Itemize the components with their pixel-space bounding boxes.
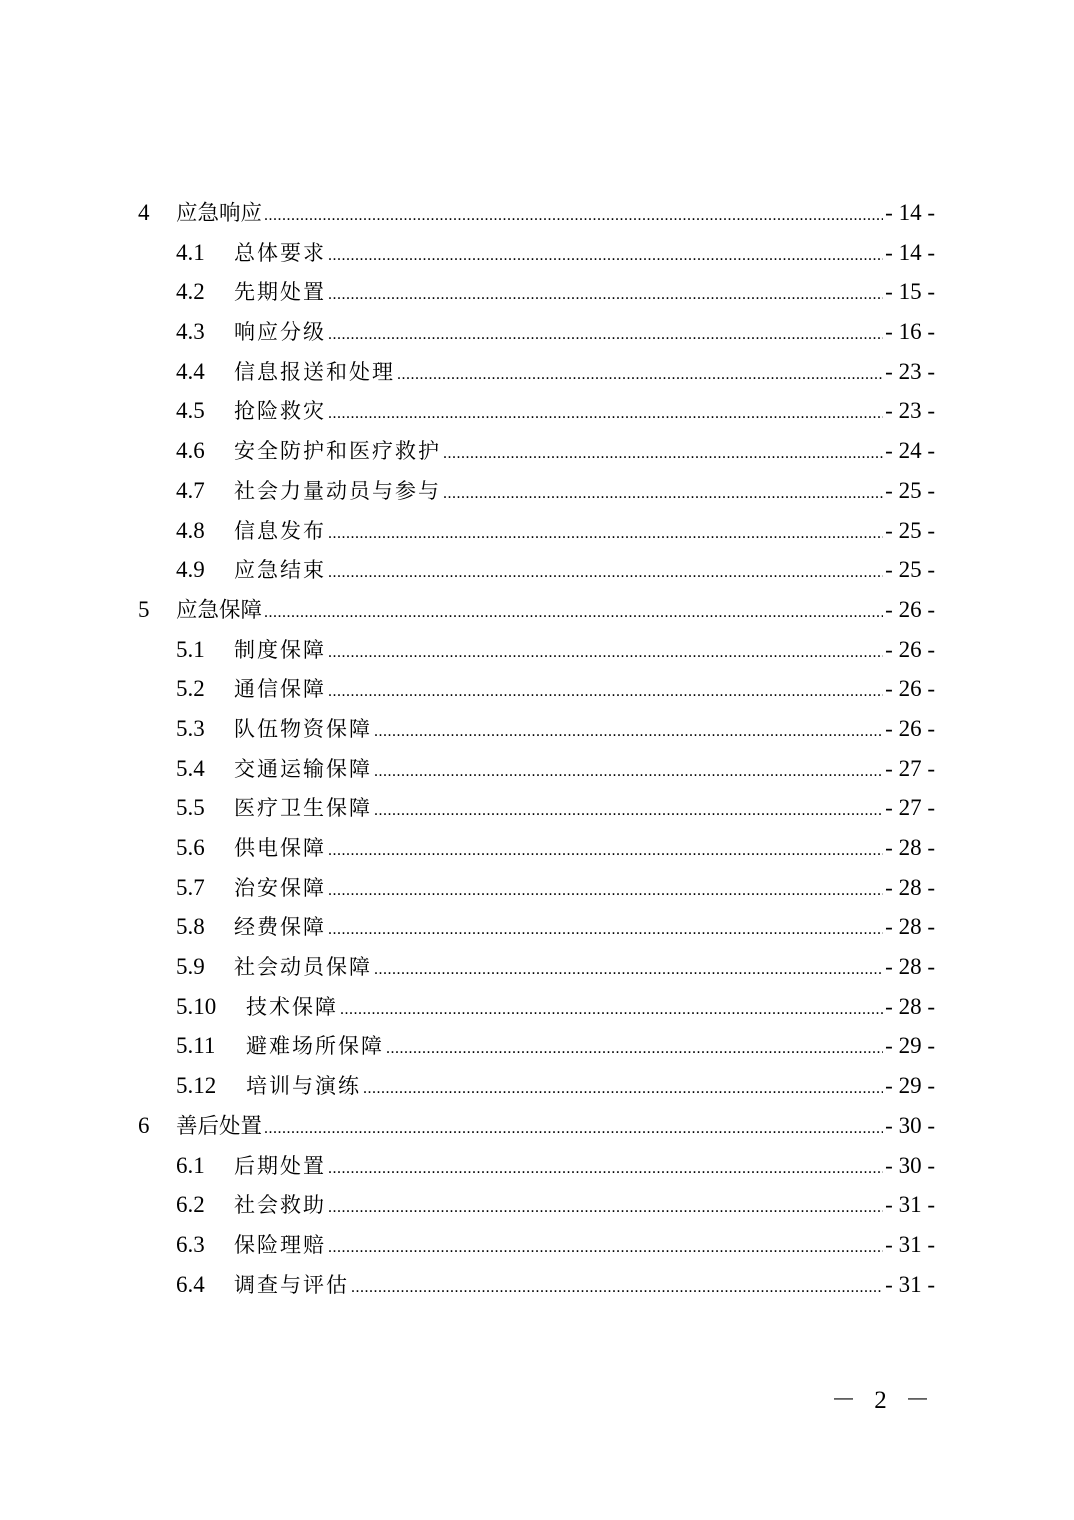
toc-entry-title: 总体要求 bbox=[234, 240, 326, 265]
toc-subsection-entry[interactable] bbox=[138, 1066, 935, 1106]
toc-entry-title: 调查与评估 bbox=[234, 1272, 349, 1297]
toc-entry-number: 6.4 bbox=[176, 1271, 205, 1297]
toc-entry-page: - 28 - bbox=[885, 874, 935, 900]
toc-entry-number: 5.3 bbox=[176, 715, 205, 741]
toc-entry-title: 应急保障 bbox=[176, 597, 263, 623]
toc-subsection-entry[interactable] bbox=[138, 828, 935, 868]
toc-entry-number: 5.7 bbox=[176, 874, 205, 900]
toc-entry-number: 4.8 bbox=[176, 517, 205, 543]
toc-subsection-entry[interactable] bbox=[138, 630, 935, 670]
toc-entry-page: - 14 - bbox=[885, 239, 935, 265]
toc-dot-leader bbox=[386, 1029, 883, 1069]
toc-entry-number: 5.10 bbox=[176, 993, 217, 1019]
toc-subsection-entry[interactable] bbox=[138, 550, 935, 590]
toc-entry-page: - 25 - bbox=[885, 477, 935, 503]
toc-entry-page: - 27 - bbox=[885, 755, 935, 781]
toc-entry-number: 5.5 bbox=[176, 795, 205, 821]
toc-dot-leader bbox=[328, 553, 883, 593]
toc-entry-page: - 28 - bbox=[885, 993, 935, 1019]
toc-entry-number: 6.2 bbox=[176, 1192, 205, 1218]
toc-entry-title: 响应分级 bbox=[234, 320, 326, 345]
toc-dot-leader bbox=[374, 712, 883, 752]
toc-entry-title: 抢险救灾 bbox=[234, 399, 326, 424]
toc-entry-title: 队伍物资保障 bbox=[234, 716, 372, 741]
toc-entry-page: - 15 - bbox=[885, 279, 935, 305]
toc-dot-leader bbox=[328, 633, 883, 673]
toc-dot-leader bbox=[351, 1268, 883, 1308]
toc-entry-title: 善后处置 bbox=[176, 1113, 263, 1139]
toc-entry-page: - 28 - bbox=[885, 914, 935, 940]
toc-entry-number: 4.9 bbox=[176, 557, 205, 583]
toc-dot-leader bbox=[328, 394, 883, 434]
toc-entry-title: 避难场所保障 bbox=[246, 1034, 384, 1059]
toc-entry-page: - 28 - bbox=[885, 954, 935, 980]
toc-dot-leader bbox=[328, 1228, 883, 1268]
toc-entry-title: 制度保障 bbox=[234, 637, 326, 662]
toc-subsection-entry[interactable] bbox=[138, 312, 935, 352]
toc-entry-number: 6.1 bbox=[176, 1152, 205, 1178]
toc-entry-title: 应急结束 bbox=[234, 558, 326, 583]
toc-dot-leader bbox=[443, 434, 883, 474]
toc-entry-title: 后期处置 bbox=[234, 1153, 326, 1178]
toc-entry-page: - 23 - bbox=[885, 358, 935, 384]
toc-dot-leader bbox=[328, 910, 883, 950]
toc-dot-leader bbox=[397, 355, 883, 395]
toc-subsection-entry[interactable] bbox=[138, 431, 935, 471]
toc-entry-number: 5 bbox=[138, 596, 150, 622]
toc-entry-number: 5.12 bbox=[176, 1073, 217, 1099]
toc-section-entry[interactable] bbox=[138, 1106, 935, 1146]
toc-entry-title: 培训与演练 bbox=[246, 1074, 361, 1099]
toc-subsection-entry[interactable] bbox=[138, 272, 935, 312]
toc-entry-title: 社会动员保障 bbox=[234, 955, 372, 980]
toc-dot-leader bbox=[328, 275, 883, 315]
toc-entry-title: 交通运输保障 bbox=[234, 756, 372, 781]
toc-entry-number: 5.4 bbox=[176, 755, 205, 781]
toc-entry-title: 技术保障 bbox=[246, 994, 338, 1019]
toc-entry-title: 安全防护和医疗救护 bbox=[234, 439, 441, 464]
toc-entry-page: - 27 - bbox=[885, 795, 935, 821]
toc-entry-page: - 26 - bbox=[885, 596, 935, 622]
toc-subsection-entry[interactable] bbox=[138, 868, 935, 908]
page-number: － 2 － bbox=[830, 1387, 936, 1414]
toc-dot-leader bbox=[328, 1149, 883, 1189]
toc-subsection-entry[interactable] bbox=[138, 471, 935, 511]
toc-entry-title: 医疗卫生保障 bbox=[234, 796, 372, 821]
toc-entry-page: - 16 - bbox=[885, 319, 935, 345]
toc-entry-page: - 31 - bbox=[885, 1271, 935, 1297]
toc-subsection-entry[interactable] bbox=[138, 391, 935, 431]
toc-dot-leader bbox=[374, 752, 883, 792]
toc-entry-number: 4.7 bbox=[176, 477, 205, 503]
toc-subsection-entry[interactable] bbox=[138, 669, 935, 709]
toc-entry-page: - 26 - bbox=[885, 636, 935, 662]
toc-entry-number: 4.3 bbox=[176, 319, 205, 345]
toc-dot-leader bbox=[328, 1188, 883, 1228]
toc-entry-title: 先期处置 bbox=[234, 280, 326, 305]
toc-dot-leader bbox=[328, 315, 883, 355]
toc-entry-number: 4.1 bbox=[176, 239, 205, 265]
toc-subsection-entry[interactable] bbox=[138, 907, 935, 947]
toc-section-entry[interactable] bbox=[138, 590, 935, 630]
toc-entry-page: - 26 - bbox=[885, 715, 935, 741]
toc-dot-leader bbox=[443, 474, 883, 514]
toc-dot-leader bbox=[264, 196, 883, 236]
toc-entry-page: - 30 - bbox=[885, 1152, 935, 1178]
toc-entry-title: 经费保障 bbox=[234, 915, 326, 940]
toc-entry-page: - 24 - bbox=[885, 438, 935, 464]
toc-dot-leader bbox=[328, 831, 883, 871]
toc-subsection-entry[interactable] bbox=[138, 1225, 935, 1265]
toc-entry-number: 6.3 bbox=[176, 1231, 205, 1257]
toc-entry-page: - 25 - bbox=[885, 557, 935, 583]
toc-subsection-entry[interactable] bbox=[138, 511, 935, 551]
toc-dot-leader bbox=[328, 514, 883, 554]
toc-entry-title: 供电保障 bbox=[234, 836, 326, 860]
toc-entry-page: - 31 - bbox=[885, 1192, 935, 1218]
toc-entry-page: - 31 - bbox=[885, 1231, 935, 1257]
toc-entry-number: 5.11 bbox=[176, 1033, 216, 1059]
toc-entry-title: 应急响应 bbox=[176, 201, 263, 226]
toc-entry-number: 5.9 bbox=[176, 954, 205, 980]
toc-subsection-entry[interactable] bbox=[138, 1185, 935, 1225]
toc-entry-page: - 29 - bbox=[885, 1033, 935, 1059]
toc-dot-leader bbox=[374, 791, 883, 831]
toc-subsection-entry[interactable] bbox=[138, 749, 935, 789]
toc-entry-page: - 23 - bbox=[885, 398, 935, 424]
toc-entry-number: 4.6 bbox=[176, 438, 205, 464]
toc-entry-page: - 29 - bbox=[885, 1073, 935, 1099]
toc-entry-title: 信息发布 bbox=[234, 518, 326, 543]
toc-dot-leader bbox=[264, 1109, 883, 1149]
toc-entry-page: - 30 - bbox=[885, 1112, 935, 1138]
toc-dot-leader bbox=[328, 871, 883, 911]
toc-dot-leader bbox=[340, 990, 883, 1030]
toc-entry-number: 5.8 bbox=[176, 914, 205, 940]
toc-entry-page: - 14 - bbox=[885, 200, 935, 225]
toc-entry-number: 4.2 bbox=[176, 279, 205, 305]
toc-entry-title: 通信保障 bbox=[234, 677, 326, 702]
toc-entry-number: 5.2 bbox=[176, 676, 205, 702]
toc-dot-leader bbox=[328, 672, 883, 712]
toc-subsection-entry[interactable] bbox=[138, 947, 935, 987]
toc-entry-title: 治安保障 bbox=[234, 875, 326, 900]
toc-section-entry[interactable] bbox=[138, 193, 935, 233]
toc-subsection-entry[interactable] bbox=[138, 709, 935, 749]
toc-entry-page: - 28 - bbox=[885, 835, 935, 860]
toc-subsection-entry[interactable] bbox=[138, 233, 935, 273]
toc-entry-number: 4 bbox=[138, 200, 150, 225]
toc-dot-leader bbox=[374, 950, 883, 990]
toc-dot-leader bbox=[363, 1069, 883, 1109]
toc-entry-number: 6 bbox=[138, 1112, 150, 1138]
toc-subsection-entry[interactable] bbox=[138, 1026, 935, 1066]
toc-entry-title: 保险理赔 bbox=[234, 1232, 326, 1257]
toc-entry-number: 5.6 bbox=[176, 835, 205, 860]
toc-dot-leader bbox=[264, 593, 883, 633]
toc-subsection-entry[interactable] bbox=[138, 352, 935, 392]
toc-subsection-entry[interactable] bbox=[138, 788, 935, 828]
toc-entry-number: 5.1 bbox=[176, 636, 205, 662]
toc-subsection-entry[interactable] bbox=[138, 1146, 935, 1186]
toc-entry-title: 社会力量动员与参与 bbox=[234, 478, 441, 503]
toc-entry-title: 社会救助 bbox=[234, 1193, 326, 1218]
toc-entry-number: 4.4 bbox=[176, 358, 205, 384]
toc-entry-number: 4.5 bbox=[176, 398, 205, 424]
toc-dot-leader bbox=[328, 236, 883, 276]
toc-entry-page: - 26 - bbox=[885, 676, 935, 702]
toc-entry-title: 信息报送和处理 bbox=[234, 359, 395, 384]
table-of-contents bbox=[138, 193, 935, 1304]
toc-subsection-entry[interactable] bbox=[138, 987, 935, 1027]
toc-subsection-entry[interactable] bbox=[138, 1265, 935, 1305]
toc-entry-page: - 25 - bbox=[885, 517, 935, 543]
